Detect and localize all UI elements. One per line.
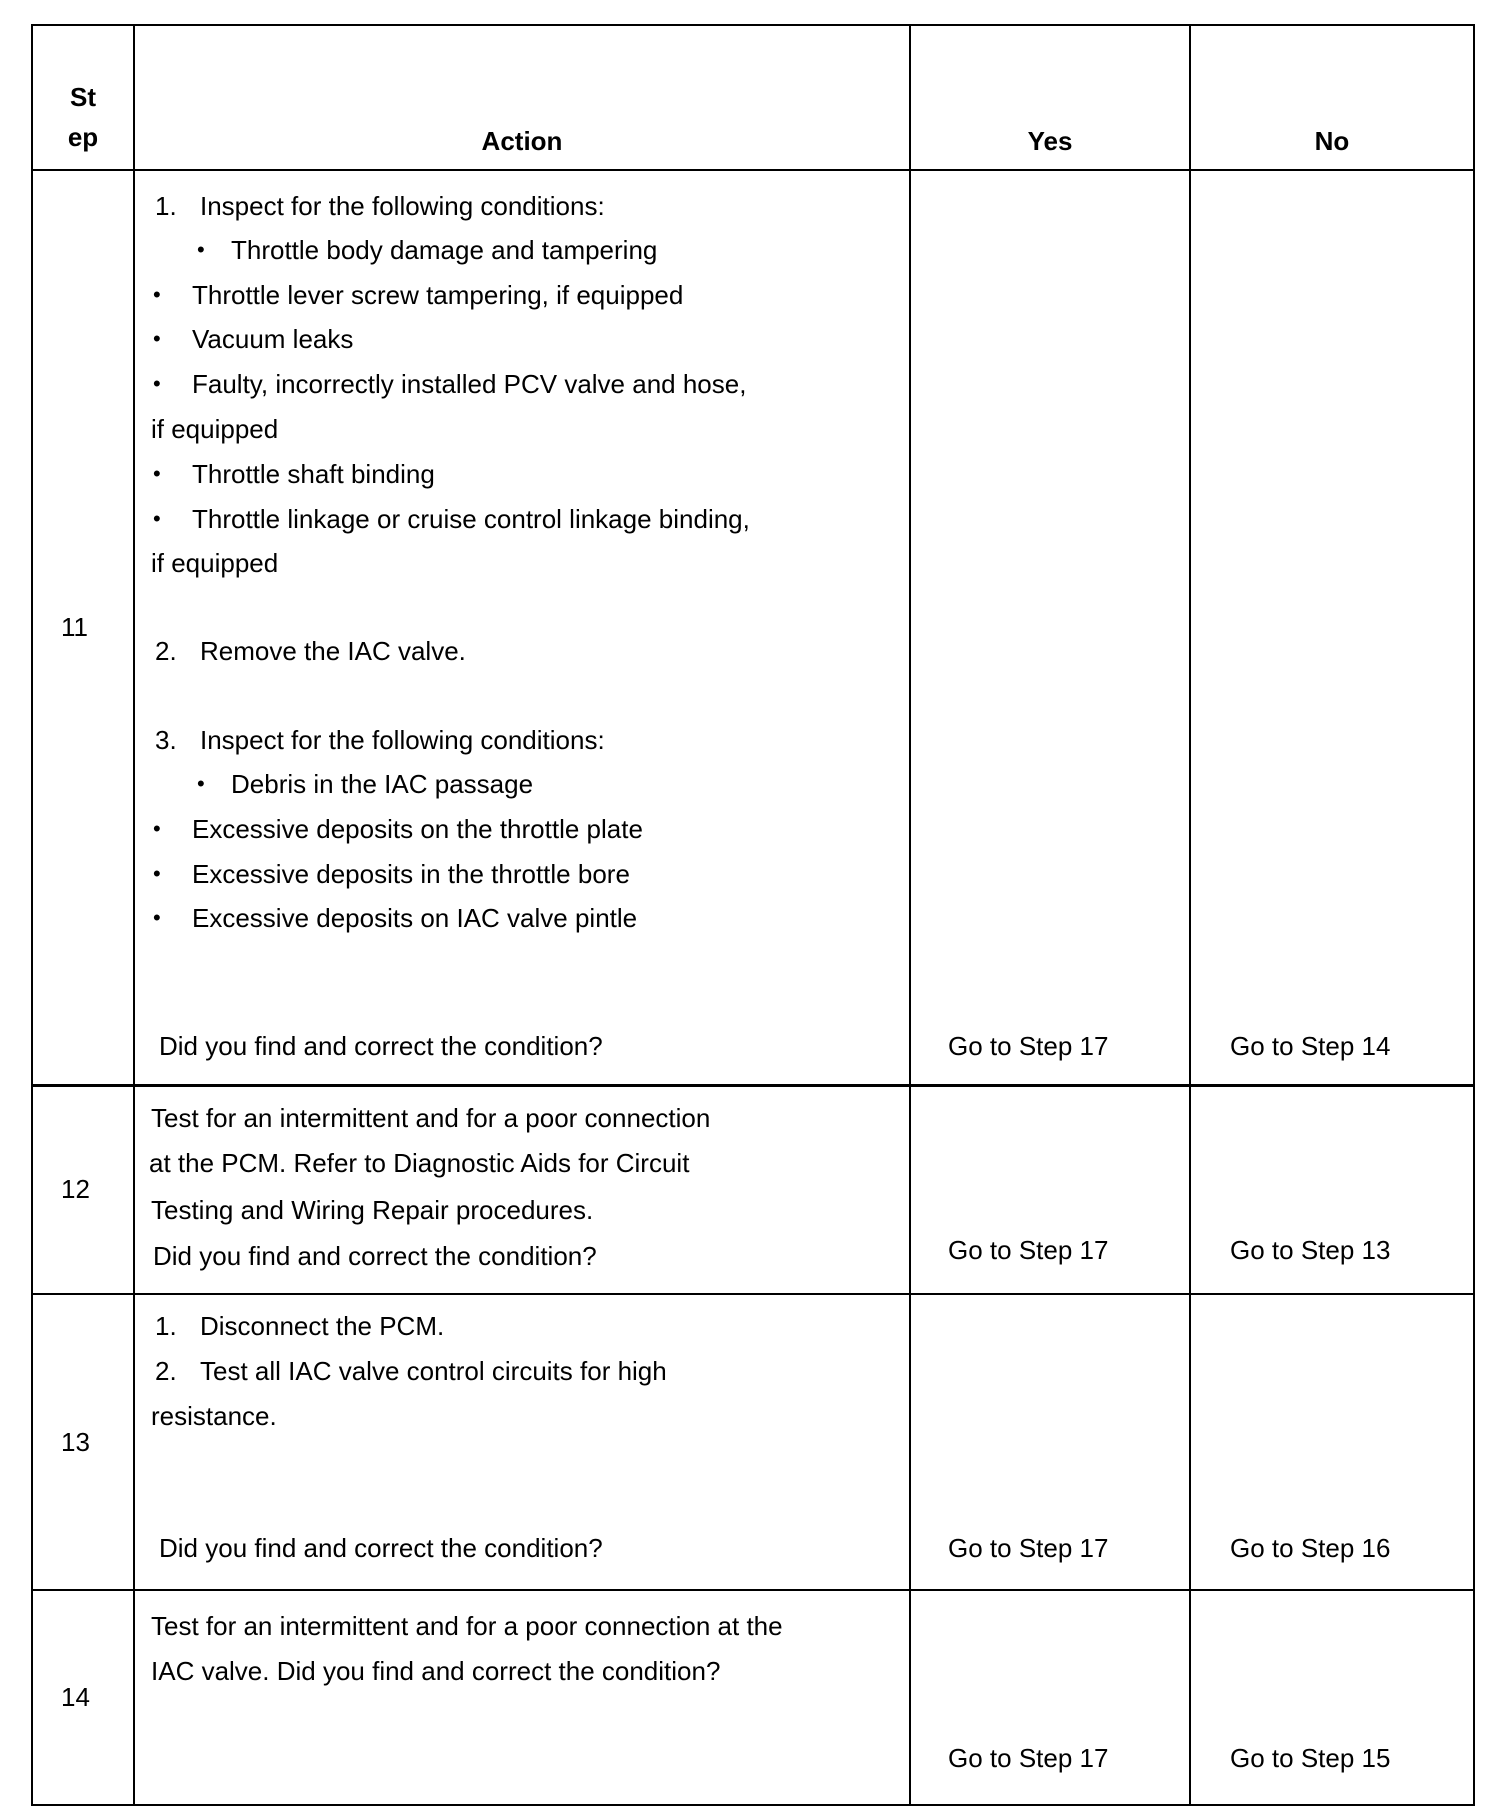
action-line: Test for an intermittent and for a poor connection at the	[151, 1611, 783, 1641]
table-row	[32, 1294, 1474, 1590]
action-line: Testing and Wiring Repair procedures.	[151, 1194, 594, 1225]
no-cell	[1190, 1294, 1474, 1590]
action-line: Throttle body damage and tampering	[231, 235, 658, 265]
action-line: Test for an intermittent and for a poor connection	[151, 1102, 711, 1133]
bullet-icon: •	[153, 816, 161, 841]
yes-answer: Go to Step 17	[948, 1533, 1109, 1563]
action-line: Inspect for the following conditions:	[200, 725, 605, 755]
no-cell	[1190, 1590, 1474, 1805]
step-header: St ep	[32, 25, 134, 170]
bullet-icon: •	[153, 371, 161, 396]
question-line: Did you find and correct the condition?	[159, 1533, 603, 1563]
action-line: Throttle shaft binding	[192, 459, 435, 489]
action-line: at the PCM. Refer to Diagnostic Aids for Circuit	[149, 1147, 690, 1178]
bullet-icon: •	[197, 237, 205, 262]
action-line: Excessive deposits on the throttle plate	[192, 814, 643, 844]
no-answer: Go to Step 13	[1230, 1234, 1391, 1265]
diagnostic-table	[31, 24, 1475, 1806]
action-line: if equipped	[151, 414, 279, 444]
header-row	[32, 25, 1474, 170]
bullet-icon: •	[197, 771, 205, 796]
step-number: 12	[32, 1085, 134, 1294]
table-row	[32, 1590, 1474, 1805]
action-line: Faulty, incorrectly installed PCV valve and hose,	[192, 369, 747, 399]
bullet-icon: •	[153, 326, 161, 351]
no-answer: Go to Step 16	[1230, 1533, 1391, 1563]
no-cell	[1190, 170, 1474, 1085]
list-number: 3.	[155, 725, 177, 755]
action-line: if equipped	[151, 548, 279, 578]
action-cell	[134, 1294, 910, 1590]
question-line: IAC valve. Did you find and correct the condition?	[151, 1656, 721, 1686]
list-number: 2.	[155, 1356, 177, 1386]
action-line: Throttle lever screw tampering, if equipped	[192, 280, 684, 310]
no-answer: Go to Step 15	[1230, 1743, 1391, 1773]
bullet-icon: •	[153, 506, 161, 531]
list-number: 1.	[155, 1311, 177, 1341]
yes-answer: Go to Step 17	[948, 1234, 1109, 1265]
no-cell	[1190, 1085, 1474, 1294]
action-line: resistance.	[151, 1401, 277, 1431]
action-line: Remove the IAC valve.	[200, 636, 466, 666]
action-line: Debris in the IAC passage	[231, 769, 534, 799]
yes-answer: Go to Step 17	[948, 1743, 1109, 1773]
action-line: Vacuum leaks	[192, 324, 354, 354]
action-line: Disconnect the PCM.	[200, 1311, 445, 1341]
action-line: Excessive deposits on IAC valve pintle	[192, 903, 638, 933]
action-cell	[134, 170, 910, 1085]
question-line: Did you find and correct the condition?	[159, 1031, 603, 1061]
action-line: Excessive deposits in the throttle bore	[192, 859, 630, 889]
yes-cell	[910, 1294, 1190, 1590]
bullet-icon: •	[153, 861, 161, 886]
action-header: Action	[134, 25, 910, 170]
step-number: 11	[32, 170, 134, 1085]
no-answer: Go to Step 14	[1230, 1031, 1391, 1061]
bullet-icon: •	[153, 461, 161, 486]
table-row	[32, 170, 1474, 1085]
yes-cell	[910, 1085, 1190, 1294]
table-row	[32, 1085, 1474, 1294]
step-number: 13	[32, 1294, 134, 1590]
action-line: Throttle linkage or cruise control linkage binding,	[192, 504, 750, 534]
no-header: No	[1190, 25, 1474, 170]
list-number: 1.	[155, 191, 177, 221]
action-cell	[134, 1590, 910, 1805]
bullet-icon: •	[153, 282, 161, 307]
action-line: Inspect for the following conditions:	[200, 191, 605, 221]
action-line: Test all IAC valve control circuits for high	[200, 1356, 667, 1386]
action-cell	[134, 1085, 910, 1294]
yes-answer: Go to Step 17	[948, 1031, 1109, 1061]
yes-cell	[910, 170, 1190, 1085]
yes-cell	[910, 1590, 1190, 1805]
bullet-icon: •	[153, 905, 161, 930]
yes-header: Yes	[910, 25, 1190, 170]
list-number: 2.	[155, 636, 177, 666]
step-number: 14	[32, 1590, 134, 1805]
question-line: Did you find and correct the condition?	[153, 1240, 597, 1271]
